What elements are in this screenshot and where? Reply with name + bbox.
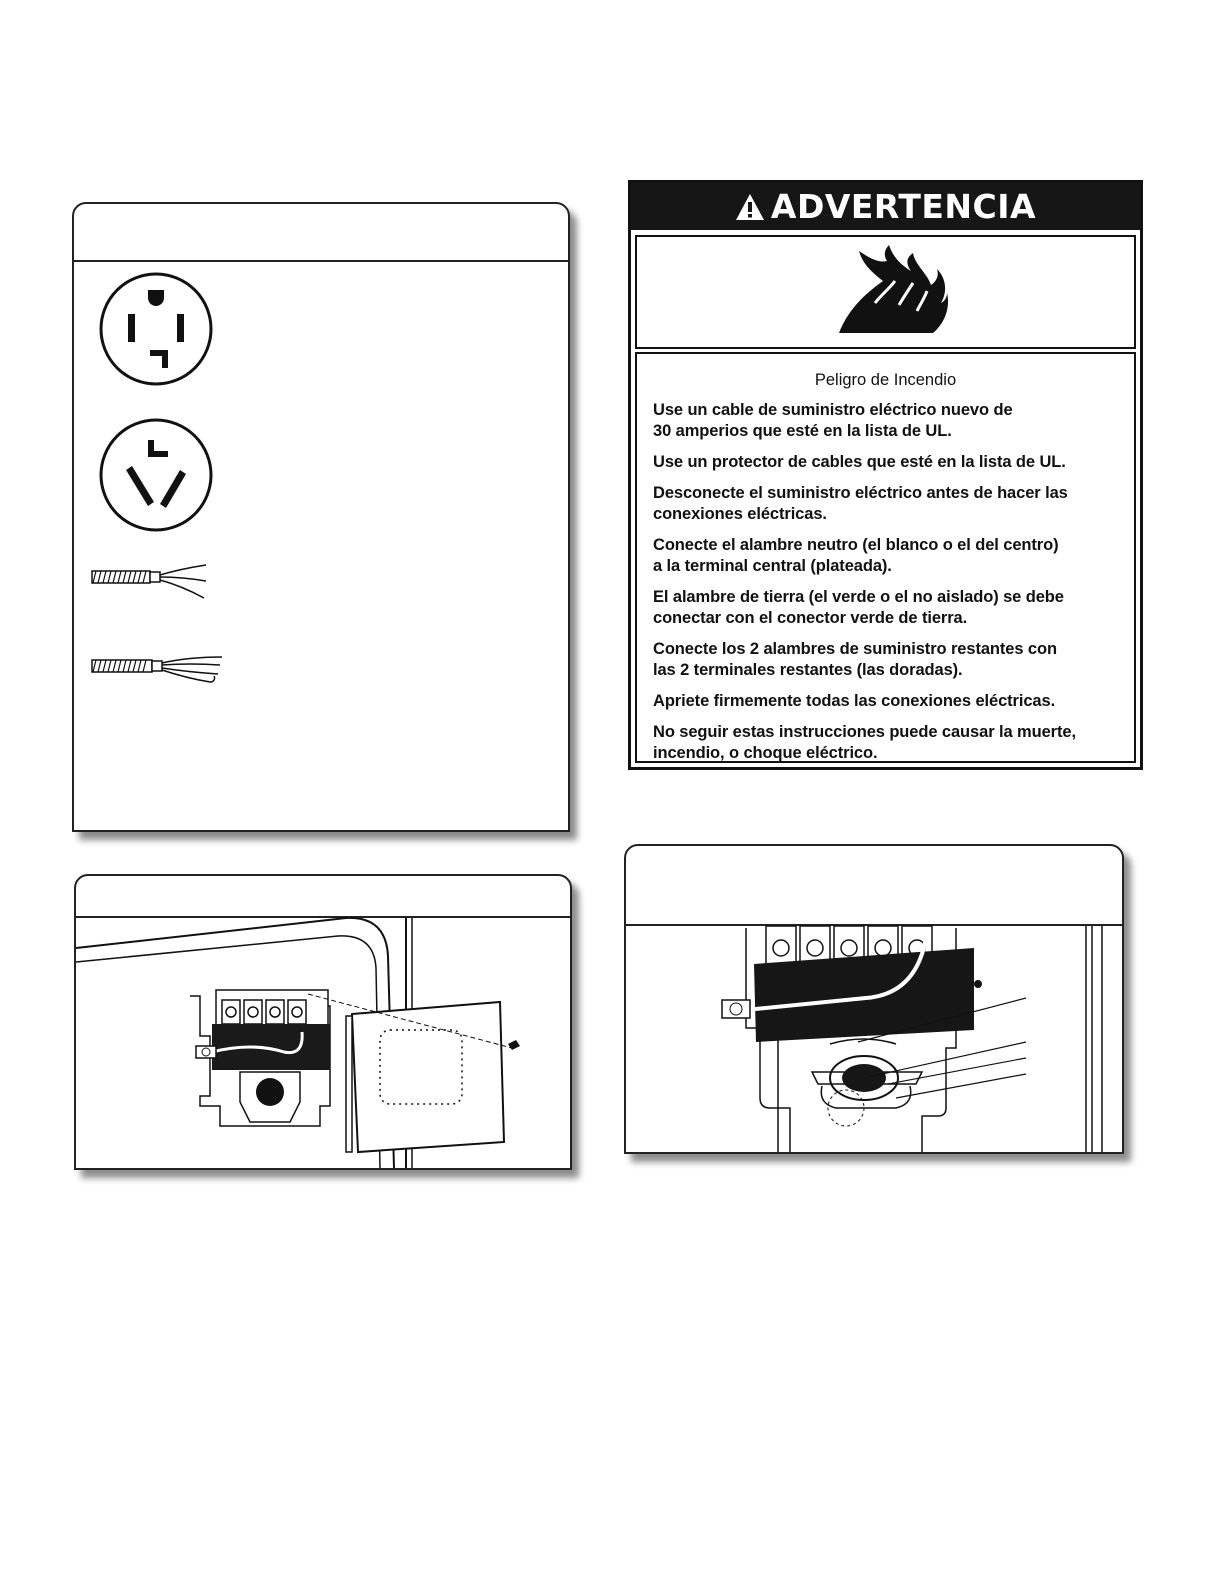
four-prong-receptacle-icon: [101, 274, 211, 384]
hazard-icon-box: [635, 235, 1136, 349]
warning-lines: [653, 400, 1118, 764]
strain-relief-panel: [624, 844, 1124, 1154]
three-prong-receptacle-icon: [101, 420, 211, 530]
warning-line: No seguir estas instrucciones puede causar la muerte, incendio, o choque eléctrico.: [653, 723, 1076, 762]
warning-box: [628, 180, 1143, 770]
warning-line: Use un cable de suministro eléctrico nuevo de 30 amperios que esté en la lista de UL.: [653, 401, 1013, 440]
hazard-text-box: [635, 352, 1136, 763]
warning-line: Conecte los 2 alambres de suministro restantes con las 2 terminales restantes (las doradas).: [653, 640, 1057, 679]
receptacle-illustrations: [74, 204, 568, 830]
warning-line: El alambre de tierra (el verde o el no aislado) se debe conectar con el conector verde de tierra.: [653, 588, 1064, 627]
three-wire-cable-icon: [92, 565, 206, 598]
warning-line: Apriete firmemente todas las conexiones eléctricas.: [653, 692, 1056, 710]
warning-banner: [631, 183, 1140, 230]
warning-triangle-icon: [735, 193, 765, 221]
four-wire-cable-icon: [92, 657, 222, 682]
receptacle-types-panel: [72, 202, 570, 832]
fire-icon: [829, 245, 949, 335]
terminal-block-cover-illustration: [76, 876, 570, 1168]
warning-line: Conecte el alambre neutro (el blanco o el del centro) a la terminal central (plateada).: [653, 536, 1059, 575]
warning-line: Use un protector de cables que esté en la lista de UL.: [653, 453, 1066, 471]
terminal-cover-panel: [74, 874, 572, 1170]
hazard-title: Peligro de Incendio: [814, 371, 957, 389]
warning-title: ADVERTENCIA: [770, 187, 1037, 226]
strain-relief-illustration: [626, 846, 1122, 1152]
warning-line: Desconecte el suministro eléctrico antes de hacer las conexiones eléctricas.: [653, 484, 1068, 523]
